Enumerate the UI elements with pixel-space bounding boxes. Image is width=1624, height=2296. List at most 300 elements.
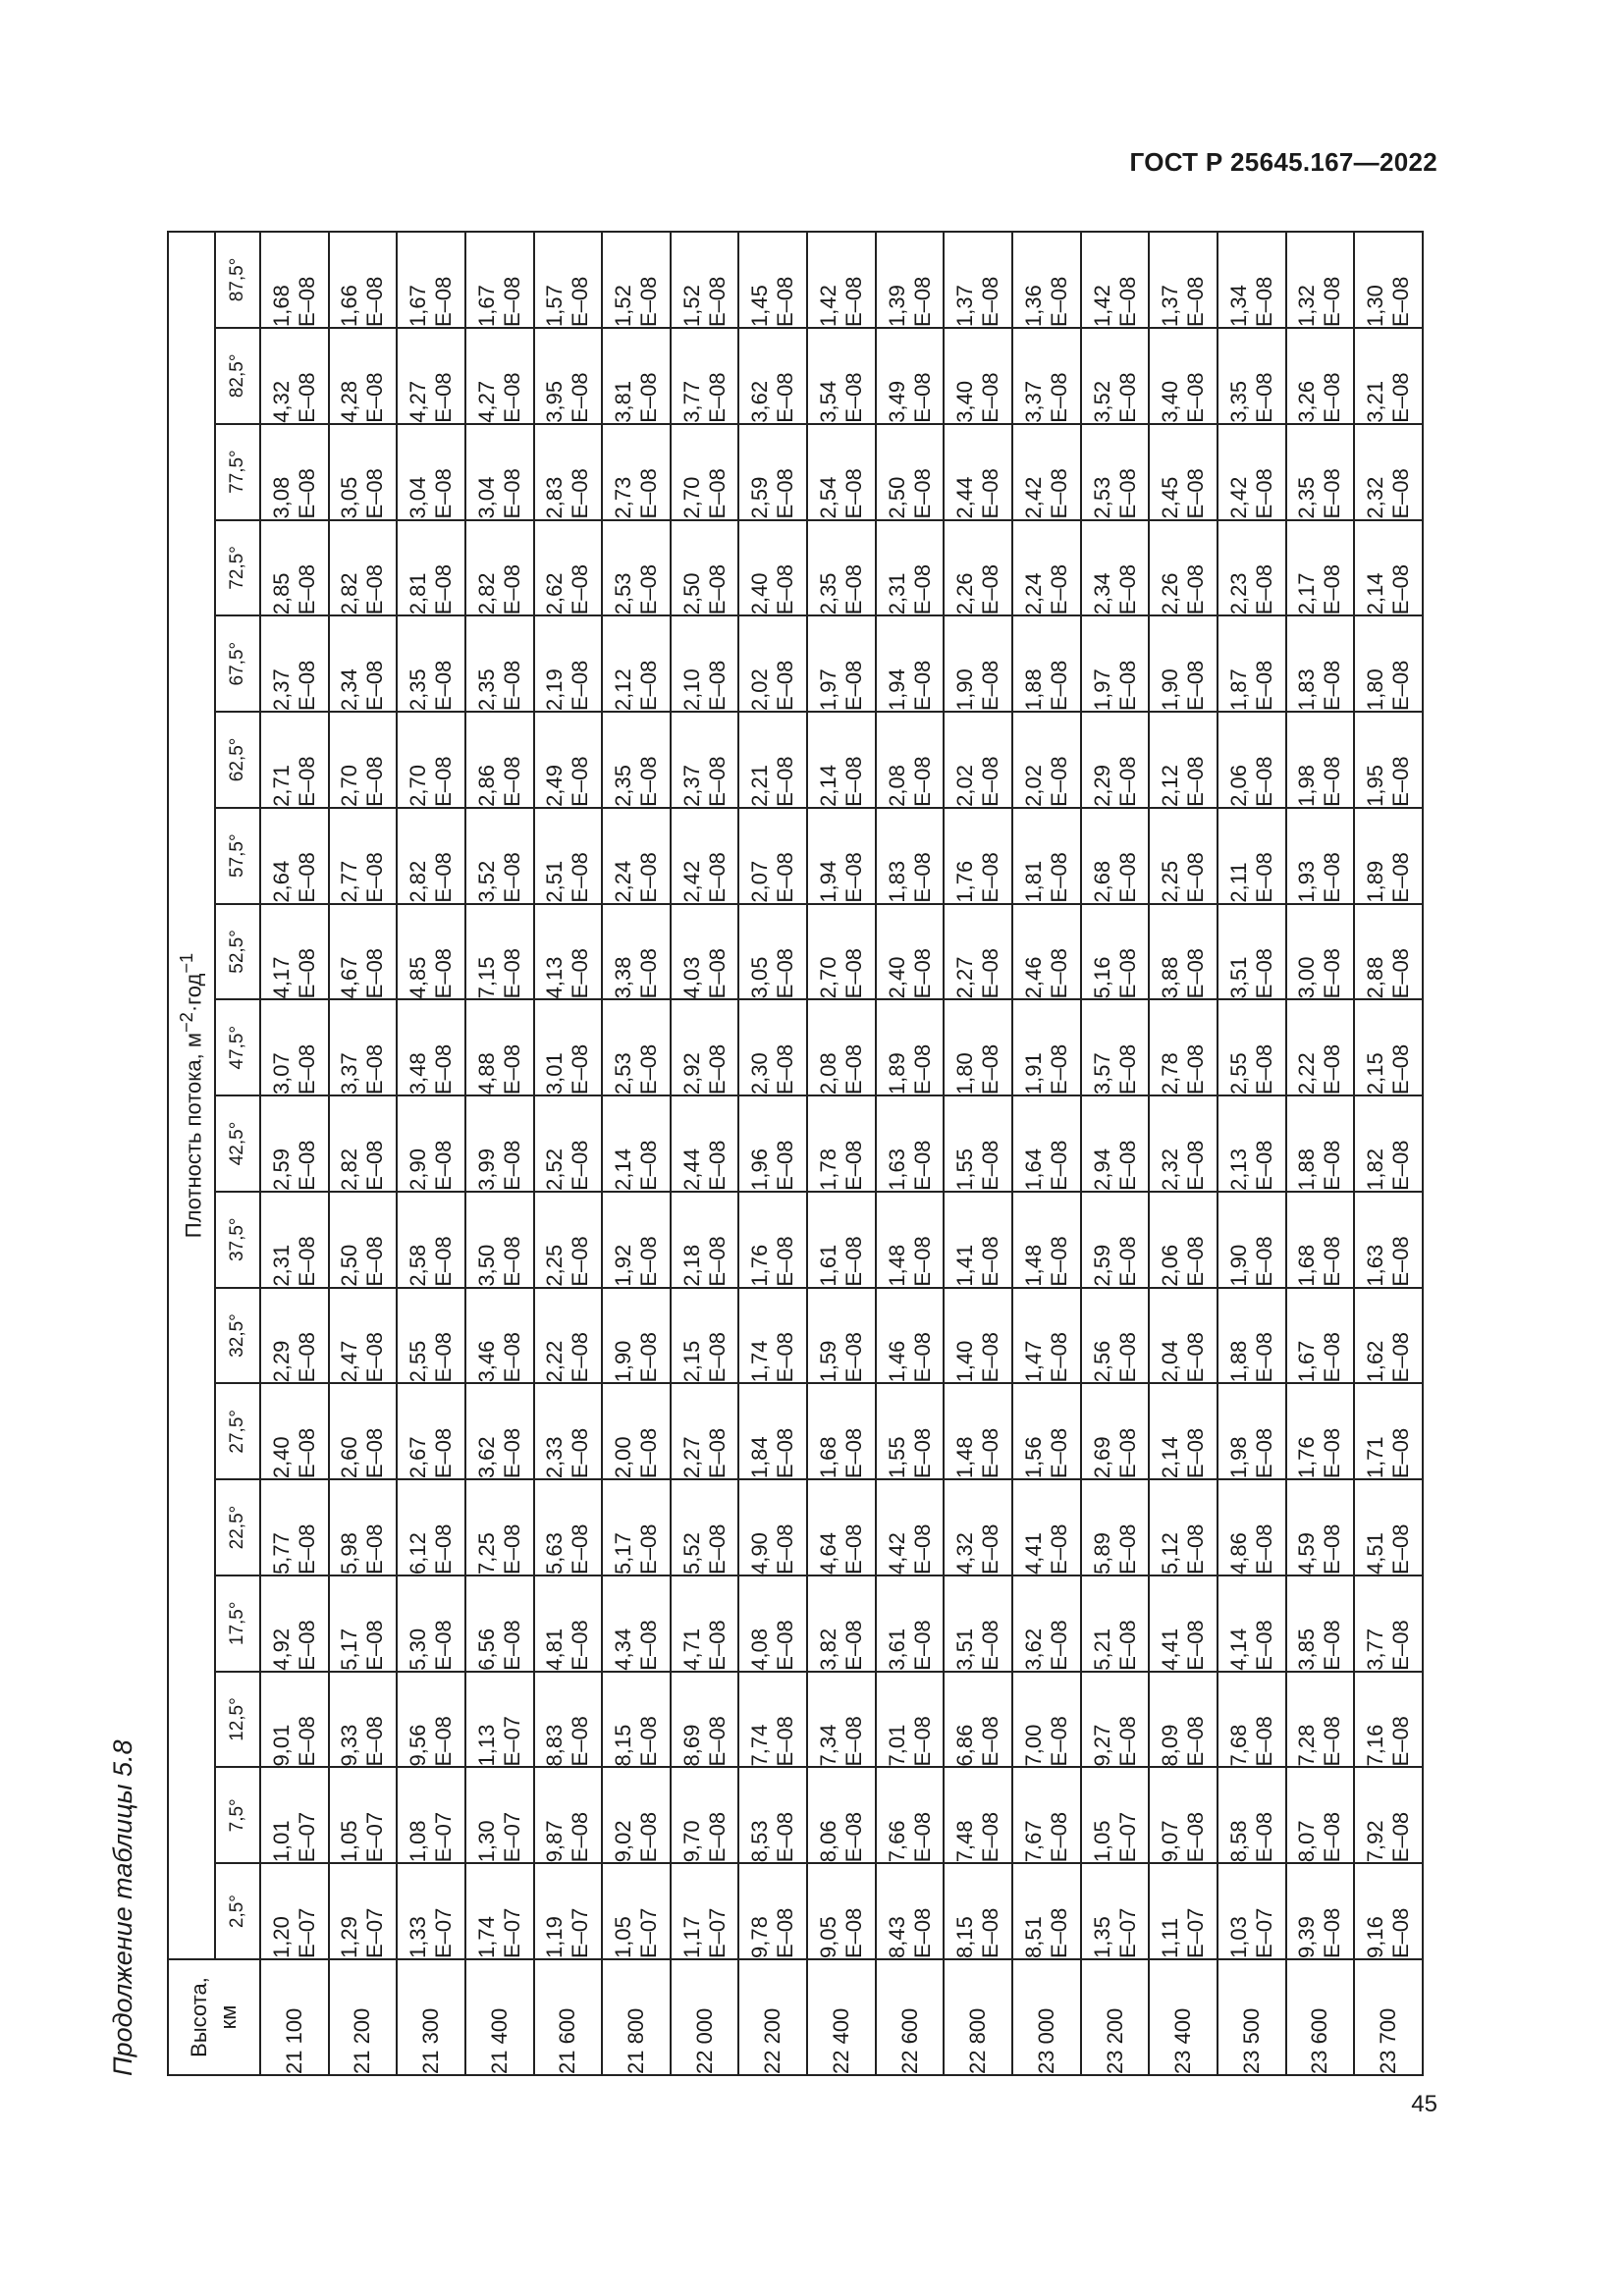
flux-mantissa: 2,11 — [1225, 862, 1251, 903]
flux-exponent: E–08 — [1046, 372, 1071, 423]
table-row — [876, 232, 945, 2075]
flux-exponent: E–08 — [636, 1620, 662, 1671]
flux-exponent: E–08 — [840, 852, 866, 903]
flux-value-cell — [534, 1192, 603, 1288]
flux-value-cell — [329, 904, 398, 1000]
height-cell: 23 700 — [1354, 1959, 1423, 2075]
flux-value-cell — [602, 1863, 671, 1959]
flux-value-cell — [1149, 1288, 1218, 1384]
flux-exponent: E–08 — [909, 756, 935, 807]
flux-exponent: E–08 — [362, 276, 388, 327]
flux-value-cell — [602, 712, 671, 808]
table-row — [1149, 232, 1218, 2075]
flux-exponent: E–08 — [978, 372, 1003, 423]
flux-mantissa: 2,21 — [747, 764, 773, 807]
flux-exponent: E–08 — [909, 1811, 935, 1863]
flux-value-cell — [1149, 424, 1218, 520]
flux-mantissa: 1,81 — [1020, 860, 1046, 903]
flux-value-cell — [1354, 232, 1423, 328]
flux-mantissa: 4,88 — [473, 1052, 499, 1095]
flux-mantissa: 2,40 — [747, 572, 773, 615]
flux-mantissa: 3,62 — [473, 1436, 499, 1479]
table-row — [671, 232, 739, 2075]
flux-mantissa: 1,55 — [884, 1436, 909, 1479]
flux-exponent: E–08 — [978, 660, 1003, 712]
flux-exponent: E–08 — [909, 1332, 935, 1383]
flux-exponent: E–08 — [1114, 276, 1140, 327]
flux-value-cell — [1218, 999, 1286, 1095]
flux-mantissa: 3,40 — [1158, 380, 1183, 423]
flux-exponent: E–07 — [1251, 1907, 1276, 1958]
flux-exponent: E–07 — [636, 1907, 662, 1958]
flux-value-cell — [671, 232, 739, 328]
flux-mantissa: 4,41 — [1020, 1532, 1046, 1575]
flux-value-cell — [260, 1192, 329, 1288]
flux-value-cell — [1218, 1095, 1286, 1192]
flux-value-cell — [1354, 1095, 1423, 1192]
flux-exponent: E–07 — [294, 1907, 319, 1958]
flux-mantissa: 4,92 — [268, 1628, 294, 1671]
flux-exponent: E–08 — [1320, 660, 1345, 712]
flux-exponent: E–07 — [568, 1907, 593, 1958]
flux-exponent: E–08 — [636, 1811, 662, 1863]
flux-mantissa: 1,37 — [1158, 285, 1183, 327]
flux-mantissa: 5,16 — [1089, 956, 1114, 999]
flux-exponent: E–08 — [840, 1716, 866, 1767]
flux-mantissa: 2,50 — [884, 476, 909, 519]
flux-value-cell — [876, 1288, 945, 1384]
flux-value-cell — [1218, 424, 1286, 520]
flux-mantissa: 2,40 — [884, 956, 909, 999]
flux-value-cell — [397, 424, 465, 520]
flux-mantissa: 2,15 — [1363, 1052, 1388, 1095]
flux-exponent: E–08 — [1183, 947, 1209, 999]
flux-exponent: E–08 — [704, 660, 730, 712]
flux-mantissa: 1,96 — [747, 1148, 773, 1191]
flux-exponent: E–08 — [636, 1427, 662, 1479]
flux-mantissa: 3,08 — [268, 476, 294, 519]
flux-mantissa: 7,15 — [473, 956, 499, 999]
flux-value-cell — [397, 999, 465, 1095]
flux-mantissa: 2,08 — [815, 1052, 840, 1095]
flux-mantissa: 3,37 — [337, 1052, 362, 1095]
flux-value-cell — [1081, 1863, 1150, 1959]
flux-value-cell — [465, 1575, 534, 1672]
flux-mantissa: 1,76 — [952, 860, 978, 903]
flux-header-unit: ·год — [181, 973, 206, 1013]
flux-exponent: E–08 — [431, 1716, 457, 1767]
flux-exponent: E–08 — [294, 1427, 319, 1479]
flux-value-cell — [1081, 712, 1150, 808]
flux-exponent: E–08 — [636, 372, 662, 423]
flux-exponent: E–08 — [840, 468, 866, 519]
flux-value-cell — [1286, 1575, 1355, 1672]
flux-mantissa: 2,25 — [1158, 860, 1183, 903]
flux-value-cell — [260, 520, 329, 616]
flux-mantissa: 2,42 — [1020, 476, 1046, 519]
flux-exponent: E–08 — [1388, 1332, 1414, 1383]
flux-value-cell — [397, 615, 465, 712]
flux-value-cell — [534, 232, 603, 328]
flux-mantissa: 3,05 — [747, 956, 773, 999]
flux-value-cell — [1081, 1479, 1150, 1575]
flux-value-cell — [876, 615, 945, 712]
flux-exponent: E–08 — [1046, 563, 1071, 615]
flux-exponent: E–07 — [499, 1811, 524, 1863]
flux-value-cell — [602, 1192, 671, 1288]
flux-value-cell — [260, 712, 329, 808]
flux-exponent: E–08 — [1388, 276, 1414, 327]
flux-mantissa: 2,35 — [473, 668, 499, 712]
flux-mantissa: 2,02 — [1020, 764, 1046, 807]
flux-value-cell — [807, 808, 876, 904]
flux-mantissa: 4,42 — [884, 1532, 909, 1575]
table-row — [260, 232, 329, 2075]
flux-exponent: E–08 — [1183, 660, 1209, 712]
flux-value-cell — [1286, 1288, 1355, 1384]
flux-mantissa: 2,46 — [1020, 956, 1046, 999]
flux-exponent: E–08 — [1320, 1140, 1345, 1191]
flux-value-cell — [534, 904, 603, 1000]
flux-mantissa: 1,68 — [1294, 1244, 1320, 1287]
flux-exponent: E–08 — [499, 756, 524, 807]
flux-exponent: E–08 — [294, 1523, 319, 1575]
flux-value-cell — [329, 1192, 398, 1288]
flux-mantissa: 3,95 — [542, 380, 568, 423]
flux-mantissa: 1,67 — [406, 285, 431, 327]
flux-value-cell — [1286, 712, 1355, 808]
flux-exponent: E–08 — [909, 1523, 935, 1575]
flux-mantissa: 1,98 — [1294, 764, 1320, 807]
flux-mantissa: 1,46 — [884, 1340, 909, 1383]
angle-header: 27,5° — [215, 1383, 260, 1479]
flux-value-cell — [738, 1575, 807, 1672]
flux-mantissa: 2,64 — [268, 860, 294, 903]
flux-value-cell — [876, 808, 945, 904]
flux-value-cell — [465, 1863, 534, 1959]
flux-value-cell — [807, 232, 876, 328]
flux-mantissa: 2,12 — [611, 668, 636, 712]
angle-header: 7,5° — [215, 1767, 260, 1863]
flux-value-cell — [260, 1575, 329, 1672]
flux-value-cell — [329, 1479, 398, 1575]
flux-value-cell — [1218, 615, 1286, 712]
flux-value-cell — [1081, 1095, 1150, 1192]
flux-mantissa: 2,14 — [815, 764, 840, 807]
flux-value-cell — [260, 1672, 329, 1768]
flux-value-cell — [807, 999, 876, 1095]
flux-mantissa: 2,32 — [1158, 1148, 1183, 1191]
flux-mantissa: 4,71 — [678, 1628, 704, 1671]
flux-value-cell — [329, 1575, 398, 1672]
flux-mantissa: 8,69 — [678, 1724, 704, 1767]
flux-exponent: E–08 — [909, 1236, 935, 1287]
flux-value-cell — [876, 1575, 945, 1672]
flux-value-cell — [534, 1095, 603, 1192]
flux-mantissa: 1,74 — [747, 1340, 773, 1383]
flux-value-cell — [1012, 808, 1081, 904]
flux-value-cell — [876, 904, 945, 1000]
flux-value-cell — [1286, 1192, 1355, 1288]
flux-value-cell — [807, 904, 876, 1000]
flux-mantissa: 3,40 — [952, 380, 978, 423]
flux-exponent: E–08 — [499, 1523, 524, 1575]
flux-exponent: E–08 — [773, 468, 798, 519]
flux-value-cell — [807, 1095, 876, 1192]
flux-mantissa: 1,94 — [884, 668, 909, 712]
flux-exponent: E–08 — [1183, 756, 1209, 807]
height-header-line-1: Высота, — [187, 1977, 211, 2057]
flux-exponent: E–08 — [1183, 1620, 1209, 1671]
flux-mantissa: 2,50 — [678, 572, 704, 615]
flux-value-cell — [944, 808, 1012, 904]
flux-value-cell — [1012, 904, 1081, 1000]
flux-exponent: E–08 — [431, 276, 457, 327]
flux-exponent: E–08 — [1388, 1140, 1414, 1191]
flux-value-cell — [602, 999, 671, 1095]
flux-exponent: E–08 — [978, 563, 1003, 615]
table-row — [1354, 232, 1423, 2075]
flux-exponent: E–08 — [773, 756, 798, 807]
flux-mantissa: 2,14 — [1363, 572, 1388, 615]
flux-exponent: E–08 — [568, 1620, 593, 1671]
flux-mantissa: 4,85 — [406, 956, 431, 999]
flux-value-cell — [807, 1863, 876, 1959]
flux-value-cell — [465, 904, 534, 1000]
flux-mantissa: 7,48 — [952, 1820, 978, 1863]
flux-value-cell — [671, 1288, 739, 1384]
flux-value-cell — [534, 615, 603, 712]
flux-mantissa: 1,56 — [1020, 1436, 1046, 1479]
flux-exponent: E–08 — [636, 852, 662, 903]
flux-mantissa: 2,23 — [1225, 572, 1251, 615]
flux-mantissa: 1,42 — [1089, 285, 1114, 327]
flux-exponent: E–08 — [294, 1716, 319, 1767]
flux-exponent: E–08 — [1183, 1236, 1209, 1287]
flux-value-cell — [807, 1672, 876, 1768]
flux-value-cell — [397, 1479, 465, 1575]
flux-value-cell — [1149, 1672, 1218, 1768]
flux-value-cell — [465, 1767, 534, 1863]
flux-value-cell — [329, 520, 398, 616]
flux-exponent: E–08 — [431, 756, 457, 807]
flux-exponent: E–08 — [431, 563, 457, 615]
flux-exponent: E–08 — [840, 756, 866, 807]
flux-exponent: E–08 — [568, 1236, 593, 1287]
flux-exponent: E–08 — [1114, 852, 1140, 903]
flux-mantissa: 8,15 — [952, 1916, 978, 1958]
flux-value-cell — [1286, 904, 1355, 1000]
flux-mantissa: 3,52 — [1089, 380, 1114, 423]
flux-mantissa: 9,05 — [815, 1916, 840, 1958]
flux-mantissa: 2,18 — [678, 1244, 704, 1287]
flux-value-cell — [397, 1575, 465, 1672]
flux-mantissa: 2,59 — [268, 1148, 294, 1191]
flux-value-cell — [876, 999, 945, 1095]
flux-value-cell — [329, 1383, 398, 1479]
flux-mantissa: 2,49 — [542, 764, 568, 807]
flux-mantissa: 3,88 — [1158, 956, 1183, 999]
flux-exponent: E–08 — [1320, 1332, 1345, 1383]
flux-value-cell — [1149, 1863, 1218, 1959]
flux-value-cell — [465, 1383, 534, 1479]
angle-header: 87,5° — [215, 232, 260, 328]
flux-value-cell — [1149, 712, 1218, 808]
flux-value-cell — [1149, 1095, 1218, 1192]
flux-value-cell — [260, 999, 329, 1095]
flux-mantissa: 7,67 — [1020, 1820, 1046, 1863]
flux-value-cell — [397, 808, 465, 904]
flux-mantissa: 3,01 — [542, 1052, 568, 1095]
flux-mantissa: 7,34 — [815, 1724, 840, 1767]
flux-exponent: E–08 — [362, 1236, 388, 1287]
flux-exponent: E–08 — [1251, 1716, 1276, 1767]
flux-exponent: E–08 — [1046, 276, 1071, 327]
flux-exponent: E–08 — [1388, 1523, 1414, 1575]
flux-mantissa: 1,03 — [1225, 1916, 1251, 1958]
flux-exponent: E–08 — [704, 1043, 730, 1095]
flux-mantissa: 2,24 — [1020, 572, 1046, 615]
flux-value-cell — [876, 1383, 945, 1479]
flux-mantissa: 9,56 — [406, 1724, 431, 1767]
flux-exponent: E–08 — [1114, 372, 1140, 423]
flux-exponent: E–08 — [773, 852, 798, 903]
flux-value-cell — [671, 904, 739, 1000]
flux-mantissa: 2,37 — [268, 668, 294, 712]
flux-mantissa: 3,04 — [473, 476, 499, 519]
flux-value-cell — [1354, 1192, 1423, 1288]
flux-exponent: E–08 — [773, 1236, 798, 1287]
flux-value-cell — [1081, 1383, 1150, 1479]
flux-exponent: E–07 — [431, 1811, 457, 1863]
flux-exponent: E–08 — [1114, 1332, 1140, 1383]
flux-value-cell — [1286, 1863, 1355, 1959]
flux-mantissa: 1,01 — [268, 1820, 294, 1863]
flux-exponent: E–08 — [1251, 1620, 1276, 1671]
flux-exponent: E–08 — [1114, 1620, 1140, 1671]
flux-exponent: E–08 — [1320, 468, 1345, 519]
flux-mantissa: 2,02 — [747, 668, 773, 712]
flux-exponent: E–08 — [362, 468, 388, 519]
flux-mantissa: 1,88 — [1020, 668, 1046, 712]
flux-exponent: E–08 — [704, 468, 730, 519]
flux-exponent: E–08 — [773, 1140, 798, 1191]
flux-value-cell — [1286, 615, 1355, 712]
flux-exponent: E–08 — [1251, 372, 1276, 423]
flux-exponent: E–08 — [636, 1523, 662, 1575]
flux-mantissa: 3,50 — [473, 1244, 499, 1287]
flux-exponent: E–08 — [773, 1523, 798, 1575]
flux-mantissa: 3,61 — [884, 1628, 909, 1671]
flux-mantissa: 9,16 — [1363, 1916, 1388, 1958]
flux-mantissa: 1,63 — [884, 1148, 909, 1191]
flux-mantissa: 1,13 — [473, 1724, 499, 1767]
flux-value-cell — [534, 328, 603, 424]
flux-value-cell — [1354, 808, 1423, 904]
flux-exponent: E–07 — [362, 1907, 388, 1958]
flux-exponent: E–08 — [294, 852, 319, 903]
height-cell: 22 800 — [944, 1959, 1012, 2075]
flux-exponent: E–08 — [704, 1716, 730, 1767]
flux-exponent: E–08 — [978, 1332, 1003, 1383]
flux-exponent: E–08 — [294, 1236, 319, 1287]
flux-value-cell — [1081, 1672, 1150, 1768]
flux-mantissa: 5,21 — [1089, 1628, 1114, 1671]
flux-mantissa: 1,80 — [952, 1052, 978, 1095]
angle-header: 62,5° — [215, 712, 260, 808]
flux-exponent: E–08 — [1046, 1427, 1071, 1479]
flux-exponent: E–08 — [1320, 947, 1345, 999]
flux-exponent: E–08 — [568, 852, 593, 903]
flux-exponent: E–08 — [704, 276, 730, 327]
flux-value-cell — [738, 1863, 807, 1959]
flux-value-cell — [671, 712, 739, 808]
flux-value-cell — [1354, 1383, 1423, 1479]
flux-exponent: E–08 — [1251, 276, 1276, 327]
flux-mantissa: 1,45 — [747, 285, 773, 327]
flux-exponent: E–08 — [704, 1427, 730, 1479]
flux-value-cell — [1354, 1575, 1423, 1672]
flux-mantissa: 2,82 — [337, 1148, 362, 1191]
flux-value-cell — [1081, 615, 1150, 712]
flux-exponent: E–08 — [840, 563, 866, 615]
flux-exponent: E–08 — [978, 1427, 1003, 1479]
flux-header-text: Плотность потока, м — [181, 1033, 206, 1239]
flux-mantissa: 1,67 — [1294, 1340, 1320, 1383]
flux-mantissa: 7,25 — [473, 1532, 499, 1575]
flux-exponent: E–08 — [1046, 1907, 1071, 1958]
flux-mantissa: 4,32 — [268, 380, 294, 423]
flux-mantissa: 2,70 — [406, 764, 431, 807]
flux-mantissa: 2,35 — [815, 572, 840, 615]
angle-header: 47,5° — [215, 999, 260, 1095]
flux-exponent: E–08 — [840, 1427, 866, 1479]
flux-exponent: E–08 — [909, 852, 935, 903]
flux-exponent: E–08 — [499, 563, 524, 615]
flux-value-cell — [1218, 1288, 1286, 1384]
flux-exponent: E–08 — [294, 563, 319, 615]
flux-mantissa: 1,62 — [1363, 1340, 1388, 1383]
flux-value-cell — [807, 1288, 876, 1384]
flux-value-cell — [876, 1479, 945, 1575]
flux-exponent: E–08 — [840, 660, 866, 712]
flux-exponent: E–08 — [568, 372, 593, 423]
flux-exponent: E–08 — [1251, 852, 1276, 903]
flux-value-cell — [944, 232, 1012, 328]
flux-exponent: E–07 — [499, 1907, 524, 1958]
flux-exponent: E–08 — [1114, 1427, 1140, 1479]
flux-exponent: E–08 — [978, 1043, 1003, 1095]
flux-exponent: E–08 — [704, 372, 730, 423]
flux-exponent: E–08 — [1183, 1140, 1209, 1191]
flux-exponent: E–08 — [568, 1427, 593, 1479]
flux-value-cell — [738, 615, 807, 712]
flux-exponent: E–08 — [499, 660, 524, 712]
flux-exponent: E–08 — [1251, 1043, 1276, 1095]
flux-mantissa: 2,45 — [1158, 476, 1183, 519]
flux-mantissa: 1,61 — [815, 1244, 840, 1287]
flux-exponent: E–08 — [362, 563, 388, 615]
flux-mantissa: 5,17 — [611, 1532, 636, 1575]
flux-mantissa: 1,78 — [815, 1148, 840, 1191]
flux-exponent: E–08 — [499, 1140, 524, 1191]
flux-value-cell — [944, 1095, 1012, 1192]
flux-mantissa: 1,94 — [815, 860, 840, 903]
flux-mantissa: 1,57 — [542, 285, 568, 327]
flux-value-cell — [1012, 1672, 1081, 1768]
flux-mantissa: 3,07 — [268, 1052, 294, 1095]
flux-exponent: E–08 — [636, 276, 662, 327]
